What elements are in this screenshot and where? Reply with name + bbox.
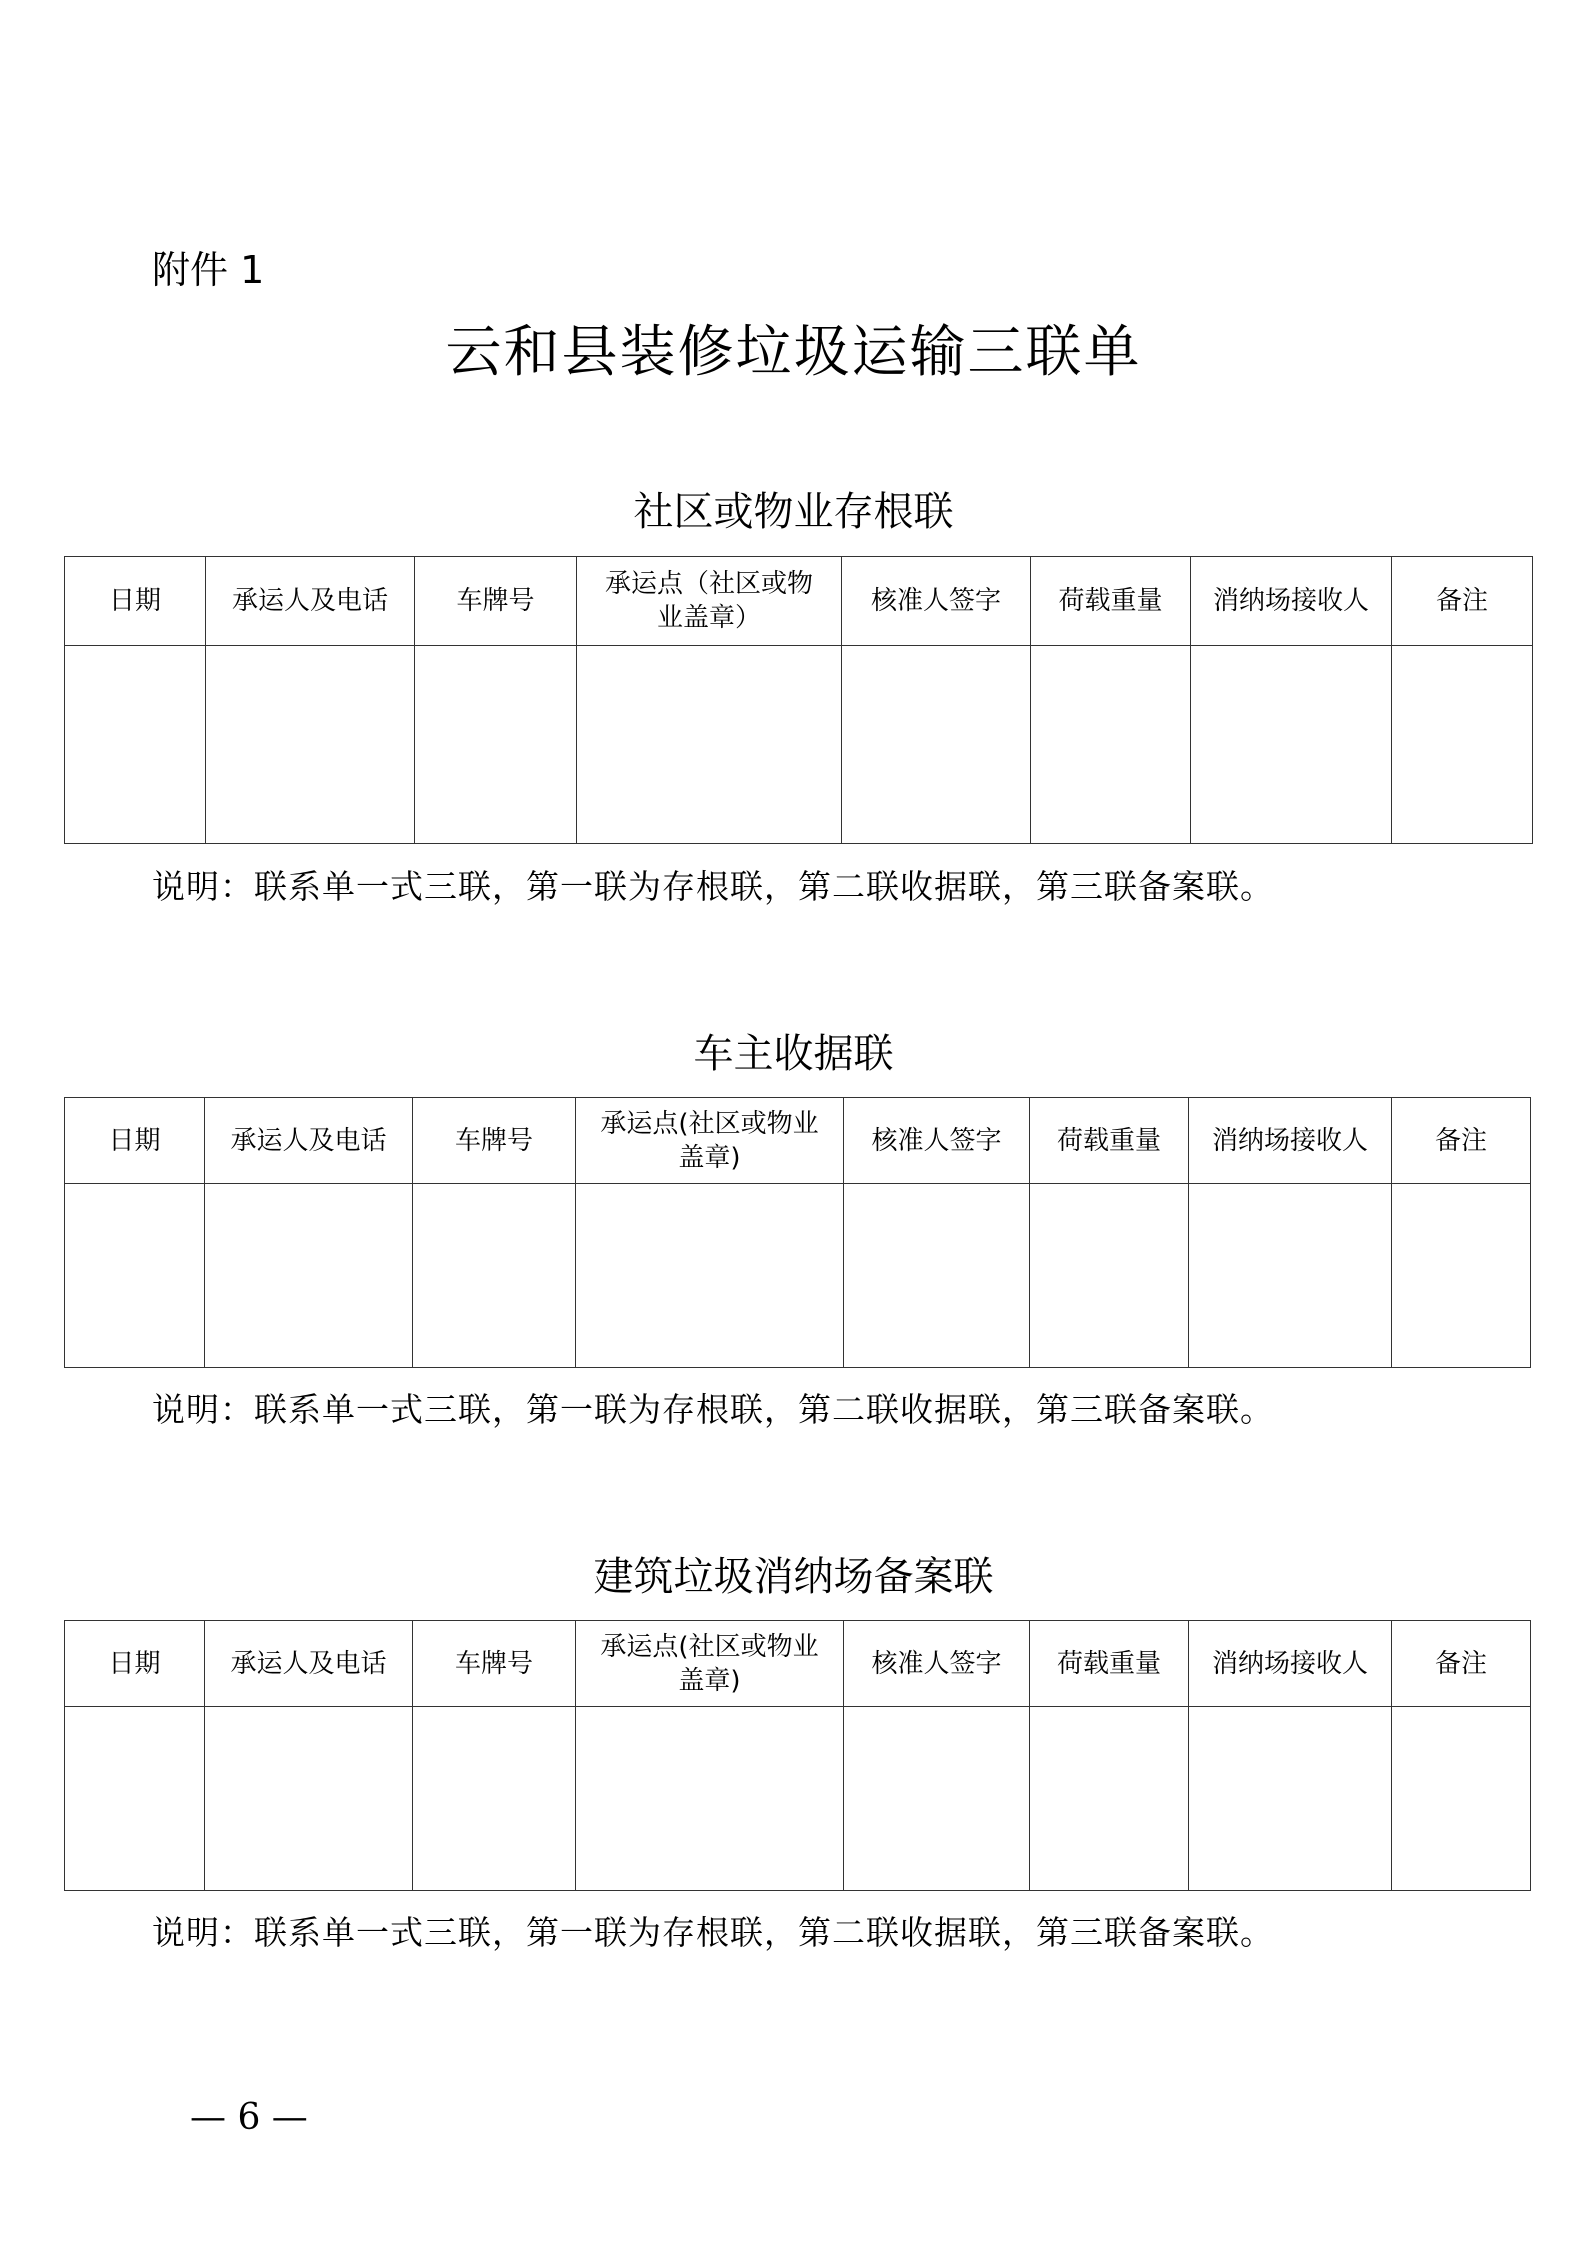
table-header-row xyxy=(65,1098,1531,1184)
cell-plate-number[interactable] xyxy=(413,1707,576,1891)
cell-load-weight[interactable] xyxy=(1030,1707,1189,1891)
table-header-row xyxy=(65,1621,1531,1707)
header-plate-number: 车牌号 xyxy=(415,557,577,646)
receipt-form-table xyxy=(64,1097,1531,1368)
cell-date[interactable] xyxy=(65,1184,205,1368)
cell-receiver[interactable] xyxy=(1191,646,1392,844)
header-load-weight: 荷载重量 xyxy=(1030,1098,1189,1184)
header-approver-signature: 核准人签字 xyxy=(844,1621,1030,1707)
header-approver-signature: 核准人签字 xyxy=(842,557,1031,646)
header-date: 日期 xyxy=(65,1621,205,1707)
cell-approver-signature[interactable] xyxy=(842,646,1031,844)
header-plate-number: 车牌号 xyxy=(413,1098,576,1184)
header-plate-number: 车牌号 xyxy=(413,1621,576,1707)
cell-pickup-point[interactable] xyxy=(577,646,842,844)
header-carrier-phone: 承运人及电话 xyxy=(205,1621,413,1707)
filing-form-table xyxy=(64,1620,1531,1891)
section-title-filing: 建筑垃圾消纳场备案联 xyxy=(593,1554,994,1600)
cell-receiver[interactable] xyxy=(1189,1707,1392,1891)
header-approver-signature: 核准人签字 xyxy=(844,1098,1030,1184)
header-carrier-phone: 承运人及电话 xyxy=(206,557,415,646)
cell-carrier-phone[interactable] xyxy=(205,1707,413,1891)
header-remarks: 备注 xyxy=(1392,1098,1531,1184)
header-receiver: 消纳场接收人 xyxy=(1191,557,1392,646)
cell-remarks[interactable] xyxy=(1392,1184,1531,1368)
header-remarks: 备注 xyxy=(1392,1621,1531,1707)
receipt-note: 说明：联系单一式三联，第一联为存根联，第二联收据联，第三联备案联。 xyxy=(152,1390,1274,1429)
cell-load-weight[interactable] xyxy=(1031,646,1191,844)
attachment-label: 附件 1 xyxy=(152,248,265,292)
stub-form-table xyxy=(64,556,1533,844)
cell-carrier-phone[interactable] xyxy=(205,1184,413,1368)
cell-remarks[interactable] xyxy=(1392,646,1533,844)
cell-plate-number[interactable] xyxy=(415,646,577,844)
cell-carrier-phone[interactable] xyxy=(206,646,415,844)
cell-receiver[interactable] xyxy=(1189,1184,1392,1368)
section-title-receipt: 车主收据联 xyxy=(693,1031,894,1077)
cell-pickup-point[interactable] xyxy=(576,1184,844,1368)
header-date: 日期 xyxy=(65,557,206,646)
header-carrier-phone: 承运人及电话 xyxy=(205,1098,413,1184)
page-number: — 6 — xyxy=(190,2097,308,2138)
filing-note: 说明：联系单一式三联，第一联为存根联，第二联收据联，第三联备案联。 xyxy=(152,1913,1274,1952)
header-load-weight: 荷载重量 xyxy=(1031,557,1191,646)
cell-date[interactable] xyxy=(65,646,206,844)
header-receiver: 消纳场接收人 xyxy=(1189,1098,1392,1184)
header-pickup-point: 承运点（社区或物业盖章） xyxy=(577,557,842,646)
cell-load-weight[interactable] xyxy=(1030,1184,1189,1368)
cell-date[interactable] xyxy=(65,1707,205,1891)
header-pickup-point: 承运点(社区或物业盖章) xyxy=(576,1621,844,1707)
table-row xyxy=(65,1184,1531,1368)
stub-note: 说明：联系单一式三联，第一联为存根联，第二联收据联，第三联备案联。 xyxy=(152,867,1274,906)
header-remarks: 备注 xyxy=(1392,557,1533,646)
document-title: 云和县装修垃圾运输三联单 xyxy=(445,320,1142,385)
header-pickup-point: 承运点(社区或物业盖章) xyxy=(576,1098,844,1184)
table-header-row xyxy=(65,557,1533,646)
header-receiver: 消纳场接收人 xyxy=(1189,1621,1392,1707)
cell-plate-number[interactable] xyxy=(413,1184,576,1368)
cell-approver-signature[interactable] xyxy=(844,1184,1030,1368)
cell-remarks[interactable] xyxy=(1392,1707,1531,1891)
cell-approver-signature[interactable] xyxy=(844,1707,1030,1891)
cell-pickup-point[interactable] xyxy=(576,1707,844,1891)
section-title-stub: 社区或物业存根联 xyxy=(633,489,954,535)
header-date: 日期 xyxy=(65,1098,205,1184)
table-row xyxy=(65,646,1533,844)
table-row xyxy=(65,1707,1531,1891)
header-load-weight: 荷载重量 xyxy=(1030,1621,1189,1707)
